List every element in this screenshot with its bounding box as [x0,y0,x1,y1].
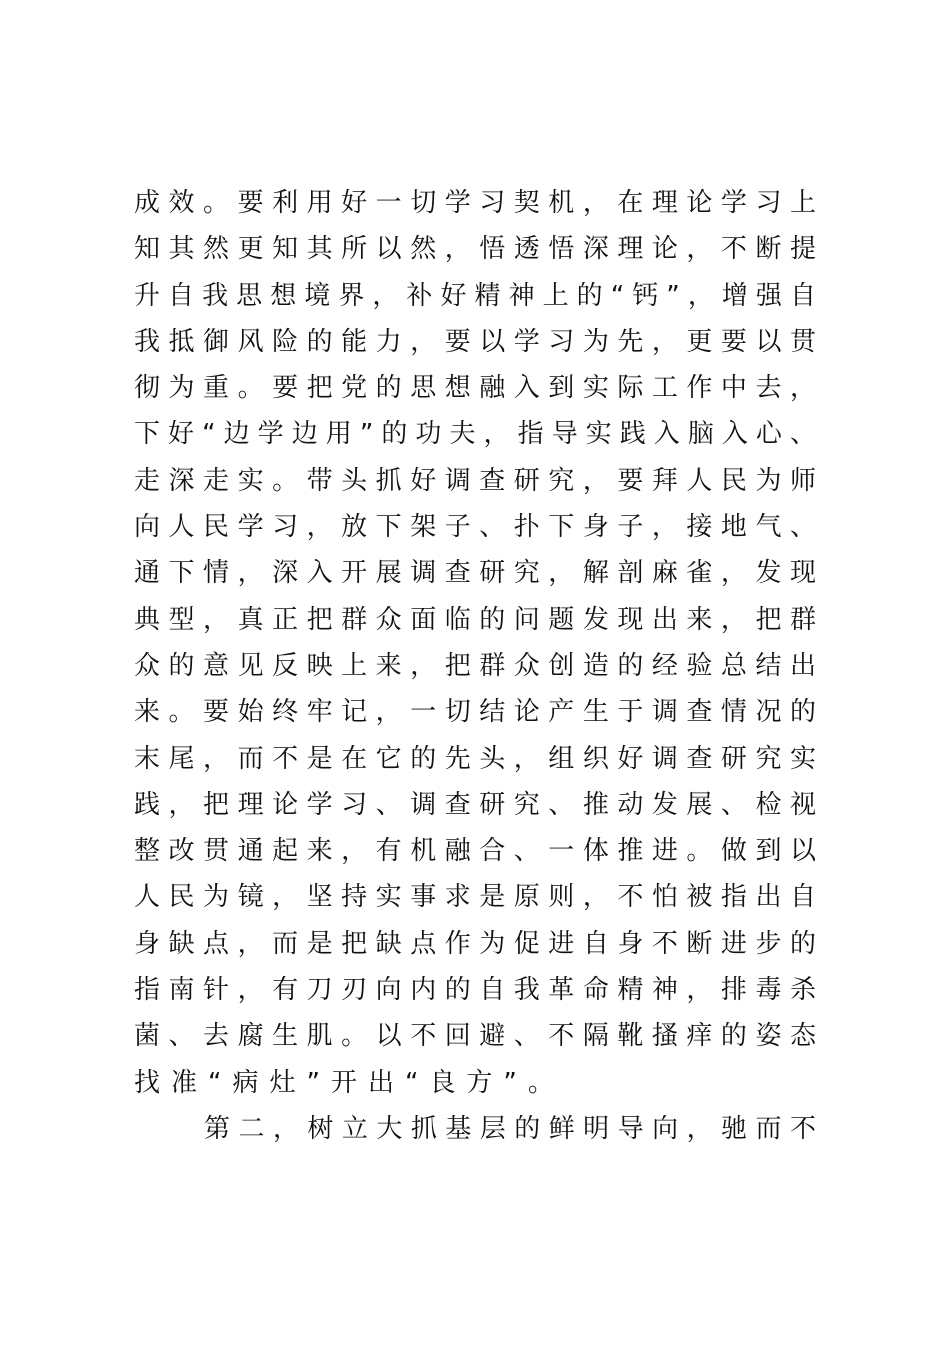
text-line: 身缺点，而是把缺点作为促进自身不断进步的 [134,928,816,959]
text-line: 菌、去腐生肌。以不回避、不隔靴搔痒的姿态 [134,1021,816,1052]
text-line: 向人民学习，放下架子、扑下身子，接地气、 [134,512,816,543]
text-line: 升自我思想境界，补好精神上的“钙”，增强自 [134,280,816,311]
paragraph-start-line: 第二，树立大抓基层的鲜明导向，驰而不 [204,1113,816,1144]
text-line: 践，把理论学习、调查研究、推动发展、检视 [134,789,816,820]
text-line: 我抵御风险的能力，要以学习为先，更要以贯 [134,326,816,357]
text-line: 众的意见反映上来，把群众创造的经验总结出 [134,650,816,681]
text-line: 成效。要利用好一切学习契机，在理论学习上 [134,188,816,218]
text-line: 典型，真正把群众面临的问题发现出来，把群 [134,604,816,635]
text-line: 走深走实。带头抓好调查研究，要拜人民为师 [134,465,816,496]
text-line: 末尾，而不是在它的先头，组织好调查研究实 [134,743,816,774]
paragraph-end-line: 找准“病灶”开出“良方”。 [134,1067,565,1098]
text-line: 彻为重。要把党的思想融入到实际工作中去， [134,373,816,404]
text-line: 人民为镜，坚持实事求是原则，不怕被指出自 [134,882,816,913]
text-line: 通下情，深入开展调查研究，解剖麻雀，发现 [134,558,816,589]
text-line: 下好“边学边用”的功夫，指导实践入脑入心、 [134,419,816,450]
text-line: 指南针，有刀刃向内的自我革命精神，排毒杀 [134,975,816,1006]
text-line: 知其然更知其所以然，悟透悟深理论，不断提 [134,234,816,265]
body-text [134,180,824,1152]
text-line: 整改贯通起来，有机融合、一体推进。做到以 [134,836,816,867]
text-line: 来。要始终牢记，一切结论产生于调查情况的 [134,697,816,728]
